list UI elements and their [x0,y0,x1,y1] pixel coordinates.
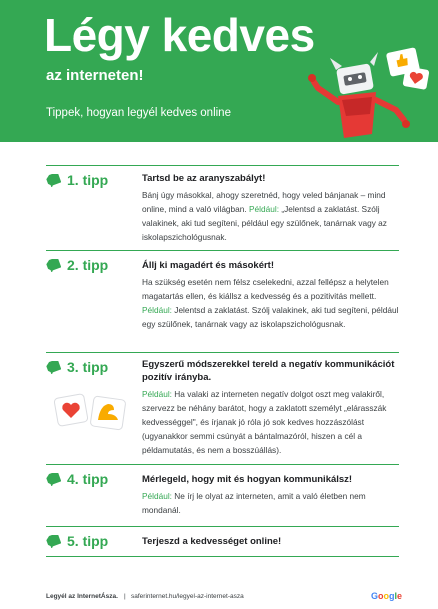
footer-separator: | [124,593,126,600]
tip-5 [46,526,399,560]
tip-label: 4. tipp [46,471,108,487]
tip-body: Például: Ha valaki az interneten negatív dolgot oszt meg valakiről, szervezz be néhány barátot, hogy a zaklatott személyt „elárasszák kedvességgel", és írjanak jó róla jó sok kedves hozzászólást (ugyanakkor semmi csúnyát a bántalmazóról, hiszen a cél a példamutatás, és nem a bosszúállás). [142,389,387,455]
tip-heading: Mérlegeld, hogy mit és hogyan kommunikálsz! [142,474,353,485]
tip-4 [46,464,399,524]
tag-icon [46,535,61,548]
footer-slogan: Legyél az InternetÁsza. [46,593,118,600]
page-tagline: Tippek, hogyan legyél kedves online [46,107,231,119]
tag-icon [46,361,61,374]
tip-label: 5. tipp [46,533,108,549]
tip-2 [46,250,399,348]
header-banner [0,0,438,142]
tip-heading: Tartsd be az aranyszabályt! [142,173,266,184]
flexed-biceps-icon [90,396,126,430]
tip-heading: Állj ki magadért és másokért! [142,260,274,271]
tip-divider [46,556,399,557]
heart-icon [54,394,88,427]
tip-body: Ha szükség esetén nem félsz cselekedni, azzal fellépsz a helytelen magatartás ellen, és kiállsz a kedvesség és a pozitivitás mellett. Például: Jelentsd a zaklatást. Szólj valakinek, aki tud segíteni, például egy szülőnek, tanárnak vagy az iskolapszichológusnak. [142,277,399,329]
page-subtitle: az interneten! [46,67,144,84]
tip-label: 3. tipp [46,359,108,375]
tip-heading: Egyszerű módszerekkel tereld a negatív kommunikációt pozitív irányba. [142,359,395,383]
page-title: Légy kedves [44,9,315,61]
tip-heading: Terjeszd a kedvességet online! [142,536,282,547]
tip-body: Bánj úgy másokkal, ahogy szeretnéd, hogy veled bánjanak – mind online, mind a való világban. Például: „Jelentsd a zaklatást. Szólj valakinek, aki tud segíteni, például egy szülőnek, tanárnak vagy az iskolapszichológusnak. [142,190,387,242]
google-logo: Google [371,591,403,601]
tag-icon [46,259,61,272]
tip-1 [46,165,399,249]
footer [0,586,438,609]
tip-label: 1. tipp [46,172,108,188]
heart-bubble-icon [402,66,429,90]
tag-icon [46,473,61,486]
emoji-bubbles [52,392,132,436]
tip-label: 2. tipp [46,257,108,273]
tag-icon [46,174,61,187]
footer-url-link[interactable]: saferinternet.hu/legyel-az-internet-asza [131,593,244,600]
robot-mascot [300,44,438,142]
tip-body: Például: Ne írj le olyat az interneten, amit a való életben nem mondanál. [142,491,366,515]
